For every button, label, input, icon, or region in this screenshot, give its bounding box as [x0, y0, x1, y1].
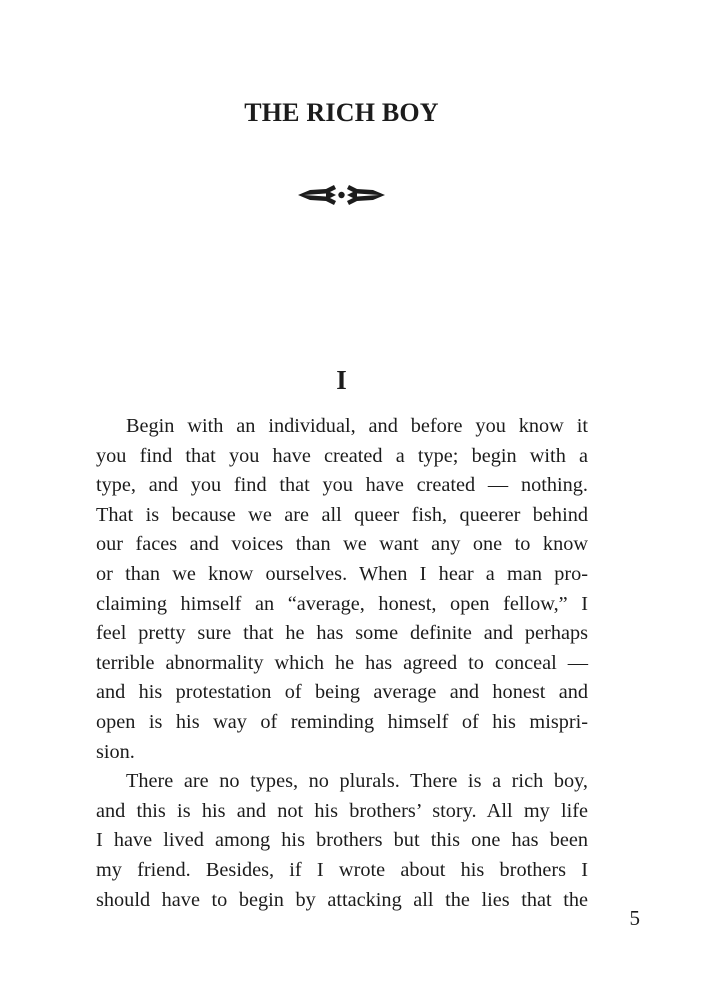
paragraph [96, 767, 588, 915]
text-line: terrible abnormality which he has agreed to conceal — [96, 651, 588, 674]
text-line: and his protestation of being average and honest and [96, 681, 588, 704]
text-line: I have lived among his brothers but this one has been [96, 829, 588, 852]
page-number: 5 [629, 906, 640, 930]
text-line: type, and you find that you have created — nothing. [96, 474, 588, 497]
text-line: and this is his and not his brothers’ story. All my life [96, 799, 588, 822]
text-line: Begin with an individual, and before you know it [126, 415, 588, 437]
chapter-body [96, 412, 588, 915]
text-line: you find that you have created a type; begin with a [96, 444, 588, 467]
text-line: my friend. Besides, if I wrote about his brothers I [96, 858, 588, 881]
text-line: sion. [96, 740, 135, 763]
text-line: should have to begin by attacking all the lies that the [96, 888, 588, 911]
text-line: claiming himself an “average, honest, open fellow,” I [96, 592, 588, 615]
chapter-title: THE RICH BOY [244, 98, 439, 127]
text-line: That is because we are all queer fish, queerer behind [96, 503, 588, 526]
text-line: open is his way of reminding himself of his mispri- [96, 710, 588, 733]
paragraph [96, 412, 588, 767]
section-number: I [336, 365, 347, 395]
text-line: There are no types, no plurals. There is a rich boy, [126, 770, 588, 793]
text-line: our faces and voices than we want any one to know [96, 533, 588, 556]
fleuron-ornament-icon [296, 181, 387, 209]
text-line: feel pretty sure that he has some definite and perhaps [96, 622, 588, 645]
text-line: or than we know ourselves. When I hear a man pro- [96, 562, 588, 585]
